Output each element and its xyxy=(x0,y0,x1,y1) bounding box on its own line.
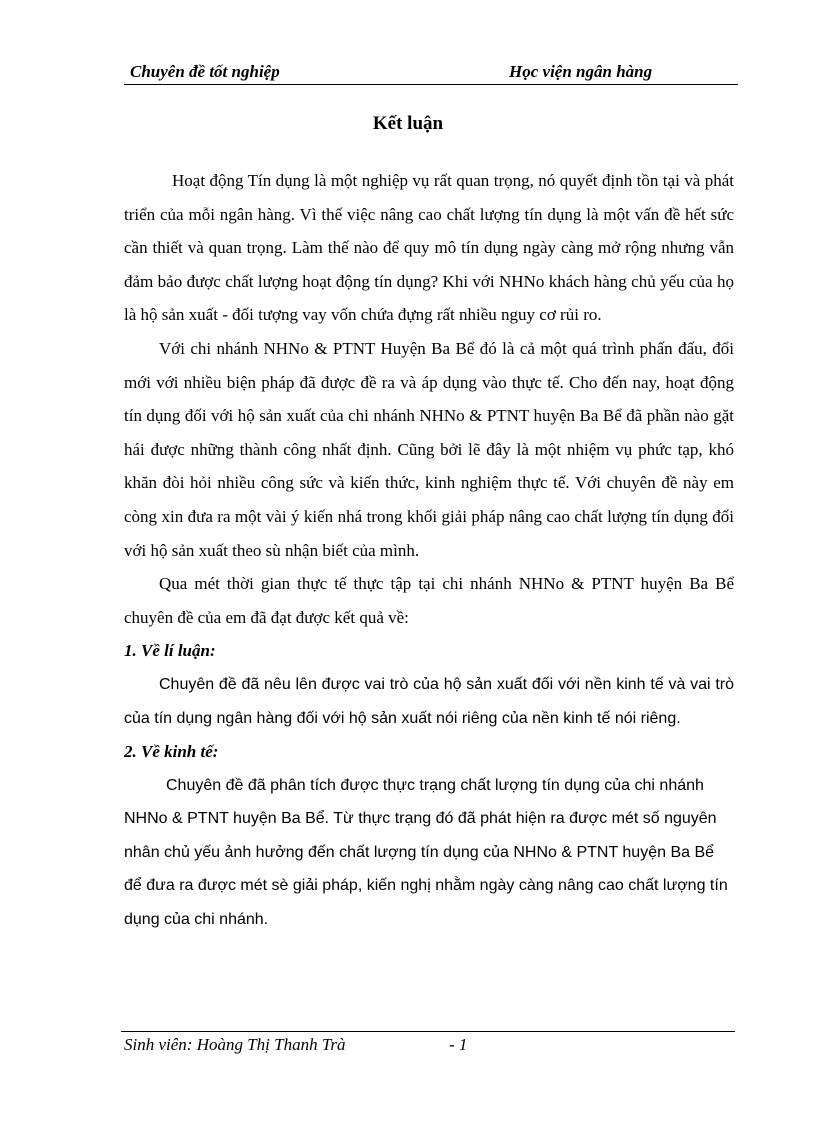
page-header xyxy=(124,58,738,85)
header-right-text: Học viện ngân hàng xyxy=(509,62,653,81)
section-text-economics: Chuyên đề đã phân tích được thực trạng chất lượng tín dụng của chi nhánh NHNo & PTNT huyện Ba Bể. Từ thực trạng đó đã phát hiện ra được mét số nguyên nhân chủ yếu ảnh hưởng đến chất lượng tín dụng của NHNo & PTNT huyện Ba Bể để đưa ra được mét sè giải pháp, kiến nghị nhằm ngày càng nâng cao chất lượng tín dụng của chi nhánh. xyxy=(124,776,728,929)
section-text-theory: Chuyên đề đã nêu lên được vai trò của hộ sản xuất đối với nền kinh tế và vai trò của tín dụng ngân hàng đối với hộ sản xuất nói riêng của nền kinh tế nói riêng. xyxy=(124,675,734,727)
document-body xyxy=(124,164,734,937)
footer-student: Sinh viên: Hoàng Thị Thanh Trà xyxy=(124,1035,346,1054)
paragraph-branch: Với chi nhánh NHNo & PTNT Huyện Ba Bể đó là cả một quá trình phấn đấu, đổi mới với nhiều biện pháp đã được đề ra và áp dụng vào thực tế. Cho đến nay, hoạt động tín dụng đối với hộ sản xuất của chi nhánh NHNo & PTNT huyện Ba Bể đã phần nào gặt hái được những thành công nhất định. Cũng bởi lẽ đây là một nhiệm vụ phức tạp, khó khăn đòi hỏi nhiều công sức và kiến thức, kinh nghiệm thực tế. Với chuyên đề này em còng xin đưa ra một vài ý kiến nhá trong khối giải pháp nâng cao chất lượng tín dụng đối với hộ sản xuất theo sù nhận biết của mình. xyxy=(124,338,734,560)
paragraph-results: Qua mét thời gian thực tế thực tập tại chi nhánh NHNo & PTNT huyện Ba Bể chuyên đề của em đã đạt được kết quả về: xyxy=(124,574,734,627)
paragraph-intro: Hoạt động Tín dụng là một nghiệp vụ rất quan trọng, nó quyết định tồn tại và phát triển của mỗi ngân hàng. Vì thế việc nâng cao chất lượng tín dụng là một vấn đề hết sức cần thiết và quan trọng. Làm thế nào để quy mô tín dụng ngày càng mở rộng nhưng vẫn đảm bảo được chất lượng hoạt động tín dụng? Khi với NHNo khách hàng chủ yếu của họ là hộ sản xuất - đối tượng vay vốn chứa đựng rất nhiều nguy cơ rủi ro. xyxy=(124,171,734,325)
footer-page-number: - 1 xyxy=(449,1035,468,1054)
header-left-text: Chuyên đề tốt nghiệp xyxy=(130,62,280,81)
footer-divider xyxy=(121,1031,735,1032)
section-heading-theory: 1. Về lí luận: xyxy=(124,641,216,661)
page-title: Kết luận xyxy=(372,113,444,134)
section-heading-economics: 2. Về kinh tế: xyxy=(124,742,219,762)
